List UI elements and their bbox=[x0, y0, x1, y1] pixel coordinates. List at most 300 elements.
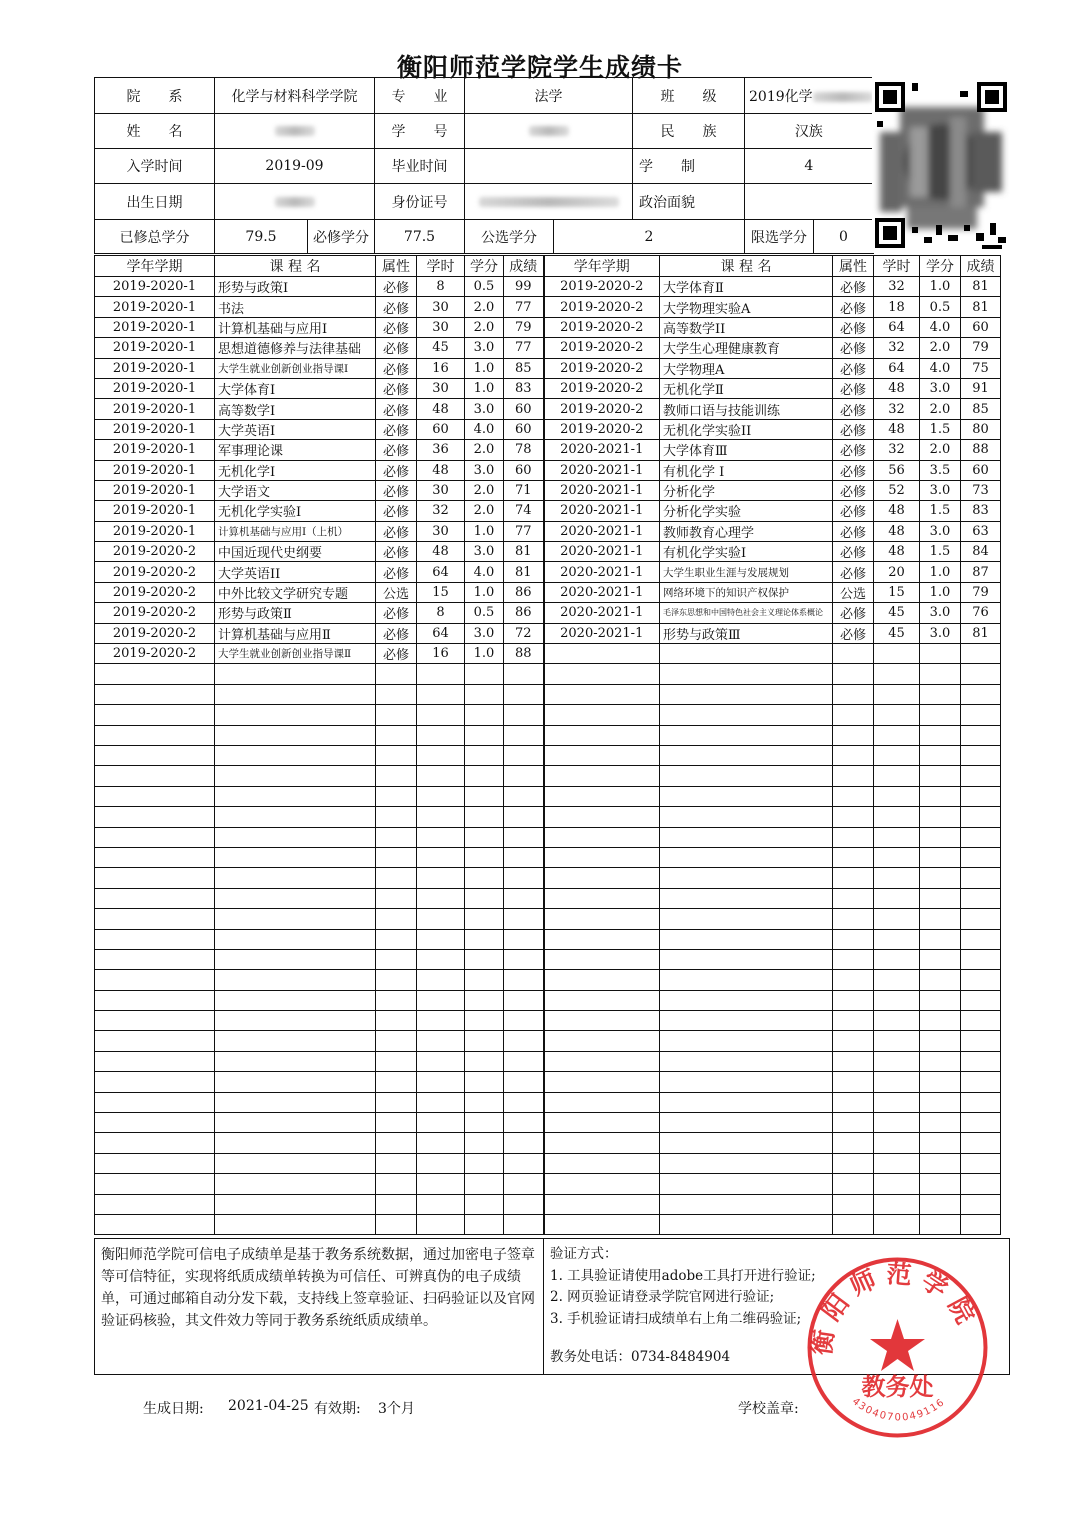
left-cell-credit bbox=[465, 807, 504, 827]
verify-line-2: 2. 网页验证请登录学院官网进行验证; bbox=[550, 1289, 775, 1305]
grade-row bbox=[95, 297, 1001, 317]
left-cell-term: 2019-2020-1 bbox=[95, 297, 215, 317]
left-cell-score: 99 bbox=[504, 277, 544, 297]
right-cell-score: 60 bbox=[961, 460, 1001, 480]
name-label: 姓 名 bbox=[95, 114, 215, 149]
left-cell-type bbox=[376, 807, 417, 827]
generated-date: 2021-04-25 bbox=[228, 1398, 309, 1414]
left-cell-hours bbox=[417, 705, 465, 725]
left-cell-course bbox=[215, 1092, 376, 1112]
left-cell-type bbox=[376, 1194, 417, 1214]
right-cell-hours: 64 bbox=[874, 358, 920, 378]
left-cell-type bbox=[376, 1011, 417, 1031]
left-cell-hours: 48 bbox=[417, 399, 465, 419]
left-cell-hours bbox=[417, 1153, 465, 1173]
right-cell-credit bbox=[920, 1214, 961, 1234]
left-cell-credit: 3.0 bbox=[465, 399, 504, 419]
right-cell-type: 必修 bbox=[833, 542, 874, 562]
column-header: 属性 bbox=[833, 256, 874, 277]
left-cell-course: 中外比较文学研究专题 bbox=[215, 582, 376, 602]
right-cell-hours bbox=[874, 1214, 920, 1234]
right-cell-type: 必修 bbox=[833, 603, 874, 623]
right-cell-hours bbox=[874, 1194, 920, 1214]
left-cell-term bbox=[95, 1214, 215, 1234]
left-cell-term: 2019-2020-1 bbox=[95, 358, 215, 378]
public-credit-label: 公选学分 bbox=[465, 220, 554, 254]
right-cell-score bbox=[961, 970, 1001, 990]
left-cell-hours bbox=[417, 766, 465, 786]
right-cell-type bbox=[833, 725, 874, 745]
limited-credit-value: 0 bbox=[814, 220, 873, 254]
right-cell-type: 必修 bbox=[833, 440, 874, 460]
right-cell-type: 必修 bbox=[833, 623, 874, 643]
grade-row bbox=[95, 521, 1001, 541]
left-cell-course: 中国近现代史纲要 bbox=[215, 542, 376, 562]
right-cell-type: 必修 bbox=[833, 358, 874, 378]
right-cell-score bbox=[961, 1194, 1001, 1214]
left-cell-score bbox=[504, 1051, 544, 1071]
right-cell-credit bbox=[920, 1153, 961, 1173]
right-cell-credit: 4.0 bbox=[920, 358, 961, 378]
student-id-value bbox=[465, 114, 633, 149]
office-phone: 教务处电话：0734-8484904 bbox=[550, 1349, 731, 1365]
right-cell-term: 2019-2020-2 bbox=[544, 378, 660, 398]
right-cell-hours bbox=[874, 949, 920, 969]
left-cell-course bbox=[215, 766, 376, 786]
right-cell-type bbox=[833, 1072, 874, 1092]
right-cell-hours bbox=[874, 1113, 920, 1133]
right-cell-hours bbox=[874, 1031, 920, 1051]
left-cell-course bbox=[215, 868, 376, 888]
grade-row bbox=[95, 705, 1001, 725]
right-cell-score bbox=[961, 1011, 1001, 1031]
right-cell-score bbox=[961, 909, 1001, 929]
redacted-name bbox=[275, 126, 315, 136]
student-info-table bbox=[94, 77, 874, 254]
grade-row bbox=[95, 603, 1001, 623]
idcard-value bbox=[465, 184, 633, 220]
right-cell-hours: 45 bbox=[874, 603, 920, 623]
ethnic-label: 民 族 bbox=[633, 114, 745, 149]
left-cell-type bbox=[376, 929, 417, 949]
left-cell-hours: 64 bbox=[417, 562, 465, 582]
right-cell-term bbox=[544, 1214, 660, 1234]
left-cell-type: 必修 bbox=[376, 419, 417, 439]
required-credit-value: 77.5 bbox=[375, 220, 465, 254]
right-cell-hours bbox=[874, 1092, 920, 1112]
major-label: 专 业 bbox=[375, 78, 465, 114]
right-cell-course: 有机化学 Ⅰ bbox=[660, 460, 833, 480]
right-cell-hours bbox=[874, 970, 920, 990]
right-cell-course bbox=[660, 868, 833, 888]
required-credit-label: 必修学分 bbox=[308, 220, 375, 254]
left-cell-credit: 1.0 bbox=[465, 358, 504, 378]
left-cell-type bbox=[376, 1031, 417, 1051]
left-cell-course bbox=[215, 949, 376, 969]
left-cell-term bbox=[95, 929, 215, 949]
grade-row bbox=[95, 562, 1001, 582]
right-cell-term bbox=[544, 725, 660, 745]
left-cell-credit bbox=[465, 888, 504, 908]
left-cell-score bbox=[504, 970, 544, 990]
right-cell-term bbox=[544, 1072, 660, 1092]
left-cell-type: 必修 bbox=[376, 542, 417, 562]
left-cell-credit bbox=[465, 705, 504, 725]
right-cell-hours: 45 bbox=[874, 623, 920, 643]
right-cell-term bbox=[544, 766, 660, 786]
right-cell-hours bbox=[874, 827, 920, 847]
right-cell-hours: 15 bbox=[874, 582, 920, 602]
right-cell-course: 教师教育心理学 bbox=[660, 521, 833, 541]
right-cell-course bbox=[660, 949, 833, 969]
right-cell-score: 81 bbox=[961, 623, 1001, 643]
left-cell-type: 必修 bbox=[376, 317, 417, 337]
left-cell-term: 2019-2020-1 bbox=[95, 501, 215, 521]
left-cell-credit bbox=[465, 1051, 504, 1071]
left-cell-type bbox=[376, 684, 417, 704]
left-cell-score bbox=[504, 807, 544, 827]
right-cell-hours: 48 bbox=[874, 521, 920, 541]
grade-row bbox=[95, 317, 1001, 337]
trust-statement: 衡阳师范学院可信电子成绩单是基于教务系统数据，通过加密电子签章等可信特征，实现将纸质成绩单转换为可信任、可辨真伪的电子成绩单，可通过邮箱自动分发下载，支持线上签章验证、扫码验证以及官网验证码核验，其文件效力等同于教务系统纸质成绩单。 bbox=[95, 1239, 544, 1374]
right-cell-type bbox=[833, 1174, 874, 1194]
left-cell-term: 2019-2020-1 bbox=[95, 277, 215, 297]
left-cell-credit: 3.0 bbox=[465, 338, 504, 358]
left-cell-credit: 2.0 bbox=[465, 501, 504, 521]
column-header: 成绩 bbox=[961, 256, 1001, 277]
grade-row bbox=[95, 786, 1001, 806]
left-cell-type bbox=[376, 705, 417, 725]
right-cell-hours: 32 bbox=[874, 338, 920, 358]
right-cell-score bbox=[961, 786, 1001, 806]
left-cell-term bbox=[95, 1174, 215, 1194]
seal-label: 学校盖章: bbox=[738, 1401, 799, 1417]
column-header: 课 程 名 bbox=[215, 256, 376, 277]
left-cell-credit bbox=[465, 664, 504, 684]
right-cell-score bbox=[961, 684, 1001, 704]
right-cell-course bbox=[660, 766, 833, 786]
right-cell-credit bbox=[920, 766, 961, 786]
left-cell-hours bbox=[417, 1214, 465, 1234]
page-title: 衡阳师范学院学生成绩卡 bbox=[396, 53, 683, 82]
right-cell-type: 公选 bbox=[833, 582, 874, 602]
grade-row bbox=[95, 888, 1001, 908]
left-cell-type: 必修 bbox=[376, 623, 417, 643]
right-cell-type: 必修 bbox=[833, 399, 874, 419]
left-cell-score bbox=[504, 990, 544, 1010]
right-cell-type bbox=[833, 1153, 874, 1173]
left-cell-credit bbox=[465, 766, 504, 786]
right-cell-hours bbox=[874, 929, 920, 949]
right-cell-score bbox=[961, 888, 1001, 908]
right-cell-hours bbox=[874, 888, 920, 908]
grade-row bbox=[95, 460, 1001, 480]
left-cell-course bbox=[215, 725, 376, 745]
right-cell-course: 教师口语与技能训练 bbox=[660, 399, 833, 419]
left-cell-hours bbox=[417, 909, 465, 929]
right-cell-credit bbox=[920, 786, 961, 806]
right-cell-course bbox=[660, 990, 833, 1010]
left-cell-course: 计算机基础与应用Ⅰ（上机） bbox=[215, 521, 376, 541]
left-cell-course bbox=[215, 745, 376, 765]
right-cell-type bbox=[833, 1214, 874, 1234]
right-cell-credit: 3.0 bbox=[920, 480, 961, 500]
left-cell-credit: 3.0 bbox=[465, 460, 504, 480]
right-cell-term: 2019-2020-2 bbox=[544, 277, 660, 297]
right-cell-hours bbox=[874, 664, 920, 684]
right-cell-course: 大学生心理健康教育 bbox=[660, 338, 833, 358]
right-cell-term bbox=[544, 929, 660, 949]
left-cell-course bbox=[215, 1214, 376, 1234]
right-cell-credit: 3.5 bbox=[920, 460, 961, 480]
total-credit-label: 已修总学分 bbox=[95, 220, 215, 254]
left-cell-course: 大学英语II bbox=[215, 562, 376, 582]
class-label: 班 级 bbox=[633, 78, 745, 114]
right-cell-hours bbox=[874, 990, 920, 1010]
right-cell-type: 必修 bbox=[833, 317, 874, 337]
right-cell-type bbox=[833, 1113, 874, 1133]
left-cell-term: 2019-2020-1 bbox=[95, 338, 215, 358]
right-cell-term bbox=[544, 807, 660, 827]
left-cell-score bbox=[504, 1153, 544, 1173]
grad-label: 毕业时间 bbox=[375, 149, 465, 184]
left-cell-credit bbox=[465, 745, 504, 765]
left-cell-credit bbox=[465, 1153, 504, 1173]
left-cell-type: 必修 bbox=[376, 297, 417, 317]
left-cell-score bbox=[504, 949, 544, 969]
right-cell-credit: 1.0 bbox=[920, 277, 961, 297]
left-cell-term: 2019-2020-1 bbox=[95, 521, 215, 541]
right-cell-type: 必修 bbox=[833, 338, 874, 358]
qr-code bbox=[872, 77, 1010, 253]
left-cell-score bbox=[504, 1214, 544, 1234]
left-cell-hours bbox=[417, 929, 465, 949]
right-cell-credit bbox=[920, 1072, 961, 1092]
left-cell-hours: 64 bbox=[417, 623, 465, 643]
left-cell-term bbox=[95, 1011, 215, 1031]
right-cell-score bbox=[961, 1133, 1001, 1153]
left-cell-score: 86 bbox=[504, 582, 544, 602]
right-cell-hours: 64 bbox=[874, 317, 920, 337]
right-cell-hours: 32 bbox=[874, 440, 920, 460]
left-cell-type: 必修 bbox=[376, 358, 417, 378]
left-cell-course bbox=[215, 847, 376, 867]
public-credit-value: 2 bbox=[554, 220, 745, 254]
left-cell-score bbox=[504, 909, 544, 929]
right-cell-term bbox=[544, 1153, 660, 1173]
left-cell-hours: 60 bbox=[417, 419, 465, 439]
left-cell-type bbox=[376, 766, 417, 786]
left-cell-credit: 2.0 bbox=[465, 480, 504, 500]
left-cell-type bbox=[376, 725, 417, 745]
right-cell-score bbox=[961, 1113, 1001, 1133]
left-cell-score: 77 bbox=[504, 521, 544, 541]
right-cell-type bbox=[833, 1092, 874, 1112]
verify-line-1: 1. 工具验证请使用adobe工具打开进行验证; bbox=[550, 1267, 816, 1284]
ethnic-value: 汉族 bbox=[745, 114, 874, 149]
left-cell-score bbox=[504, 929, 544, 949]
left-cell-hours bbox=[417, 1072, 465, 1092]
right-cell-credit bbox=[920, 970, 961, 990]
right-cell-credit bbox=[920, 807, 961, 827]
right-cell-course bbox=[660, 725, 833, 745]
left-cell-credit: 3.0 bbox=[465, 542, 504, 562]
right-cell-type: 必修 bbox=[833, 460, 874, 480]
left-cell-hours bbox=[417, 970, 465, 990]
right-cell-hours: 48 bbox=[874, 378, 920, 398]
right-cell-course: 毛泽东思想和中国特色社会主义理论体系概论 bbox=[660, 603, 833, 623]
left-cell-score bbox=[504, 1113, 544, 1133]
right-cell-hours: 48 bbox=[874, 419, 920, 439]
right-cell-credit bbox=[920, 1051, 961, 1071]
right-cell-hours bbox=[874, 644, 920, 664]
left-cell-type bbox=[376, 1113, 417, 1133]
left-cell-hours: 36 bbox=[417, 440, 465, 460]
left-cell-type bbox=[376, 786, 417, 806]
left-cell-hours: 30 bbox=[417, 317, 465, 337]
right-cell-hours bbox=[874, 786, 920, 806]
total-credit-value: 79.5 bbox=[215, 220, 308, 254]
left-cell-hours: 16 bbox=[417, 358, 465, 378]
left-cell-type: 必修 bbox=[376, 277, 417, 297]
right-cell-course: 高等数学II bbox=[660, 317, 833, 337]
left-cell-score: 60 bbox=[504, 419, 544, 439]
grade-row bbox=[95, 419, 1001, 439]
left-cell-score bbox=[504, 664, 544, 684]
left-cell-course: 无机化学实验Ⅰ bbox=[215, 501, 376, 521]
idcard-label: 身份证号 bbox=[375, 184, 465, 220]
left-cell-hours bbox=[417, 949, 465, 969]
left-cell-course: 计算机基础与应用Ⅰ bbox=[215, 317, 376, 337]
left-cell-hours bbox=[417, 1113, 465, 1133]
grade-row bbox=[95, 1133, 1001, 1153]
years-label: 学 制 bbox=[633, 149, 745, 184]
right-cell-term: 2019-2020-2 bbox=[544, 297, 660, 317]
right-cell-credit bbox=[920, 990, 961, 1010]
right-cell-type bbox=[833, 664, 874, 684]
right-cell-score: 76 bbox=[961, 603, 1001, 623]
right-cell-course bbox=[660, 1214, 833, 1234]
right-cell-score: 75 bbox=[961, 358, 1001, 378]
left-cell-score bbox=[504, 684, 544, 704]
seal-school-text: 衡阳师范学院 bbox=[807, 1259, 984, 1357]
left-cell-term bbox=[95, 664, 215, 684]
grade-row bbox=[95, 868, 1001, 888]
left-cell-hours: 30 bbox=[417, 521, 465, 541]
left-cell-course bbox=[215, 1072, 376, 1092]
grade-row bbox=[95, 1153, 1001, 1173]
right-cell-course bbox=[660, 1133, 833, 1153]
left-cell-term bbox=[95, 684, 215, 704]
grade-row bbox=[95, 1113, 1001, 1133]
left-cell-type bbox=[376, 1214, 417, 1234]
left-cell-course: 高等数学Ⅰ bbox=[215, 399, 376, 419]
grade-row bbox=[95, 440, 1001, 460]
right-cell-hours: 32 bbox=[874, 277, 920, 297]
grade-row bbox=[95, 909, 1001, 929]
right-cell-term bbox=[544, 827, 660, 847]
grade-row bbox=[95, 542, 1001, 562]
left-cell-credit bbox=[465, 1214, 504, 1234]
left-cell-type bbox=[376, 1092, 417, 1112]
grade-row bbox=[95, 949, 1001, 969]
left-cell-term: 2019-2020-1 bbox=[95, 378, 215, 398]
enroll-value: 2019-09 bbox=[215, 149, 375, 184]
left-cell-credit bbox=[465, 929, 504, 949]
left-cell-type: 必修 bbox=[376, 521, 417, 541]
right-cell-type bbox=[833, 847, 874, 867]
right-cell-credit: 2.0 bbox=[920, 338, 961, 358]
right-cell-course: 大学体育Ⅲ bbox=[660, 440, 833, 460]
right-cell-term bbox=[544, 949, 660, 969]
right-cell-type bbox=[833, 990, 874, 1010]
seal-office-text: 教务处 bbox=[861, 1373, 934, 1401]
right-cell-type bbox=[833, 745, 874, 765]
left-cell-course: 无机化学Ⅰ bbox=[215, 460, 376, 480]
years-value: 4 bbox=[745, 149, 874, 184]
left-cell-course bbox=[215, 827, 376, 847]
right-cell-hours bbox=[874, 1011, 920, 1031]
left-cell-term bbox=[95, 807, 215, 827]
right-cell-type bbox=[833, 1011, 874, 1031]
left-cell-term bbox=[95, 868, 215, 888]
right-cell-term: 2020-2021-1 bbox=[544, 582, 660, 602]
left-cell-type bbox=[376, 888, 417, 908]
right-cell-score: 73 bbox=[961, 480, 1001, 500]
left-cell-score bbox=[504, 766, 544, 786]
left-cell-score: 86 bbox=[504, 603, 544, 623]
left-cell-hours bbox=[417, 888, 465, 908]
right-cell-score: 63 bbox=[961, 521, 1001, 541]
right-cell-term: 2020-2021-1 bbox=[544, 440, 660, 460]
left-cell-credit bbox=[465, 684, 504, 704]
left-cell-credit: 2.0 bbox=[465, 297, 504, 317]
right-cell-type: 必修 bbox=[833, 562, 874, 582]
left-cell-course: 形势与政策Ⅰ bbox=[215, 277, 376, 297]
right-cell-course: 大学物理实验A bbox=[660, 297, 833, 317]
left-cell-credit: 4.0 bbox=[465, 419, 504, 439]
left-cell-course: 思想道德修养与法律基础 bbox=[215, 338, 376, 358]
left-cell-course bbox=[215, 1031, 376, 1051]
left-cell-term: 2019-2020-1 bbox=[95, 480, 215, 500]
political-value bbox=[745, 184, 874, 220]
grade-row bbox=[95, 399, 1001, 419]
grade-row bbox=[95, 480, 1001, 500]
left-cell-hours bbox=[417, 1051, 465, 1071]
grade-row bbox=[95, 378, 1001, 398]
left-cell-credit bbox=[465, 1174, 504, 1194]
grade-row bbox=[95, 745, 1001, 765]
right-cell-score bbox=[961, 1072, 1001, 1092]
right-cell-credit bbox=[920, 949, 961, 969]
right-cell-course bbox=[660, 1051, 833, 1071]
right-cell-course bbox=[660, 929, 833, 949]
birth-value bbox=[215, 184, 375, 220]
right-cell-credit bbox=[920, 1113, 961, 1133]
redacted-student-id bbox=[529, 126, 569, 136]
right-cell-credit bbox=[920, 725, 961, 745]
right-cell-hours: 20 bbox=[874, 562, 920, 582]
left-cell-type bbox=[376, 1133, 417, 1153]
right-cell-score bbox=[961, 1174, 1001, 1194]
left-cell-type: 必修 bbox=[376, 603, 417, 623]
left-cell-term bbox=[95, 1153, 215, 1173]
right-cell-hours bbox=[874, 847, 920, 867]
left-cell-course bbox=[215, 888, 376, 908]
right-cell-credit: 1.0 bbox=[920, 562, 961, 582]
enroll-label: 入学时间 bbox=[95, 149, 215, 184]
right-cell-credit: 3.0 bbox=[920, 603, 961, 623]
